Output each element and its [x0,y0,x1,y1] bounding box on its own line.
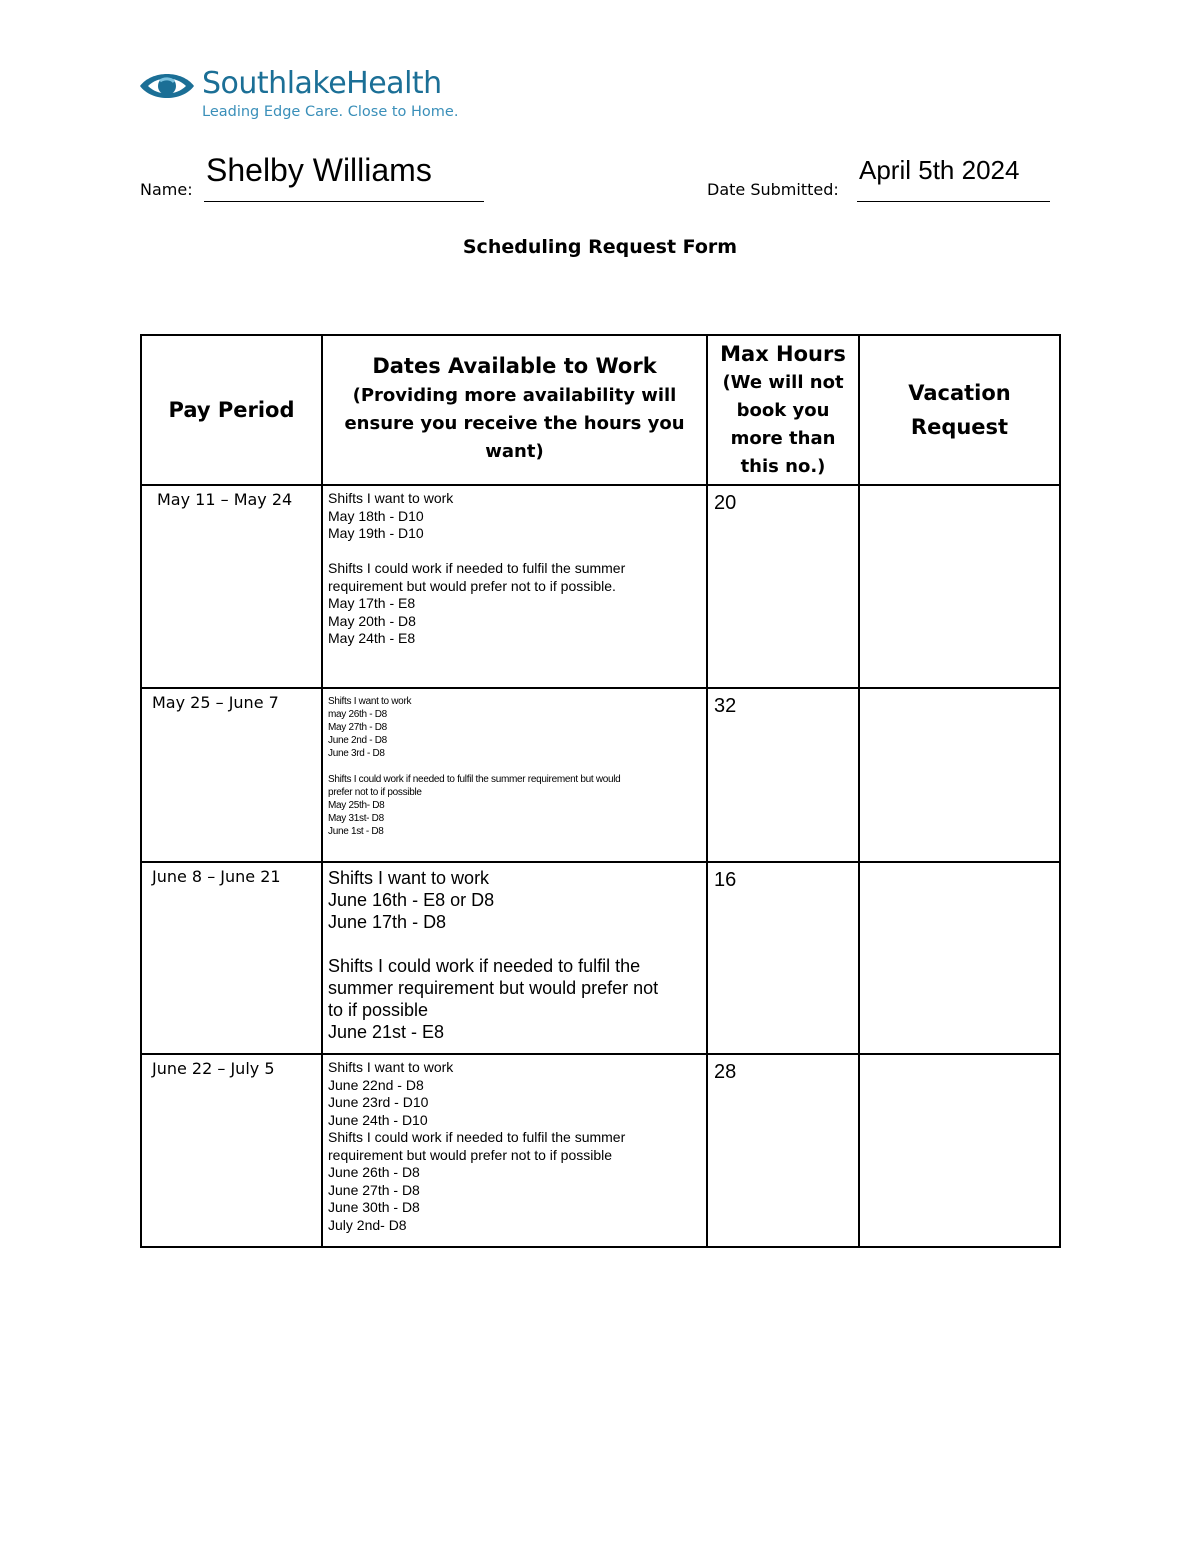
header-pay-period-label: Pay Period [168,398,295,422]
header-vacation-1: Vacation [908,381,1011,405]
dates-line: Shifts I could work if needed to fulfil the summer [328,1129,626,1145]
dates-line: to if possible [328,1000,429,1020]
dates-cell[interactable] [322,688,707,862]
max-hours-cell[interactable]: 16 [707,862,859,1054]
dates-line: June 23rd - D10 [328,1094,429,1110]
dates-line: June 24th - D10 [328,1111,428,1128]
header-max-main: Max Hours [720,342,846,366]
dates-line: May 17th - E8 [328,595,416,611]
table-row [141,862,1060,1054]
header-dates-note-3: want) [485,441,544,462]
dates-line: June 21st - E8 [328,1022,445,1042]
dates-line: Shifts I could work if needed to fulfil the summer requirement but would [328,774,621,785]
schedule-table [140,334,1061,1248]
eye-logo-icon [138,66,196,106]
dates-cell[interactable] [322,862,707,1054]
header-dates-note-2: ensure you receive the hours you [344,413,685,434]
dates-line: May 31st- D8 [328,813,384,824]
date-submitted-label: Date Submitted: [707,180,839,199]
dates-line: May 27th - D8 [328,722,387,733]
dates-line: summer requirement but would prefer not [328,978,659,998]
header-pay-period [141,335,322,485]
header-dates-note-1: (Providing more availability will [352,385,677,406]
dates-line: requirement but would prefer not to if possible. [328,577,616,594]
header-max-note-4: this no.) [740,456,826,477]
dates-line: Shifts I want to work [328,1059,454,1075]
dates-line: May 24th - E8 [328,630,416,646]
header-max-note-2: book you [736,400,830,421]
vacation-request-cell[interactable] [859,688,1060,862]
header-max-note-1: (We will not [722,372,844,393]
date-submitted-value[interactable]: April 5th 2024 [859,155,1020,185]
dates-line: June 2nd - D8 [328,735,387,746]
max-hours-cell[interactable]: 32 [707,688,859,862]
dates-line: June 22nd - D8 [328,1076,424,1093]
dates-line: July 2nd- D8 [328,1216,407,1233]
dates-gap [328,543,702,561]
dates-gap [328,933,702,955]
pay-period-cell: June 8 – June 21 [141,862,322,1054]
dates-cell[interactable] [322,1054,707,1247]
brand-name: SouthlakeHealth [202,66,442,101]
dates-line: June 16th - E8 or D8 [328,890,495,910]
dates-line: May 20th - D8 [328,612,416,629]
header-dates-available [322,335,707,485]
dates-line: June 26th - D8 [328,1164,420,1180]
dates-line: May 19th - D10 [328,525,424,541]
header-row [141,335,1060,485]
max-hours-cell[interactable]: 20 [707,485,859,688]
header-vacation-2: Request [910,415,1009,439]
dates-line: May 18th - D10 [328,507,424,524]
dates-cell[interactable] [322,485,707,688]
vacation-request-cell[interactable] [859,862,1060,1054]
brand-tagline: Leading Edge Care. Close to Home. [202,104,459,120]
pay-period-cell: May 11 – May 24 [141,485,322,688]
pay-period-cell: June 22 – July 5 [141,1054,322,1247]
table-row [141,1054,1060,1247]
dates-line: requirement but would prefer not to if possible [328,1146,613,1163]
header-dates-main: Dates Available to Work [372,354,657,378]
dates-line: Shifts I could work if needed to fulfil the [328,956,641,976]
date-underline [857,201,1050,202]
dates-line: June 17th - D8 [328,912,447,932]
name-value[interactable]: Shelby Williams [206,152,432,188]
dates-line: June 1st - D8 [328,826,384,837]
southlake-health-logo [138,66,468,126]
dates-line: May 25th- D8 [328,800,385,811]
dates-gap [328,760,702,773]
dates-line: Shifts I want to work [328,696,412,707]
dates-line: Shifts I could work if needed to fulfil the summer [328,560,626,576]
dates-line: Shifts I want to work [328,490,454,506]
dates-line: June 3rd - D8 [328,748,385,759]
table-row [141,688,1060,862]
table-row [141,485,1060,688]
dates-line: June 27th - D8 [328,1181,420,1198]
name-label: Name: [140,180,193,199]
header-vacation-request [859,335,1060,485]
dates-line: Shifts I want to work [328,868,490,888]
dates-line: June 30th - D8 [328,1199,420,1215]
dates-line: prefer not to if possible [328,787,422,798]
form-title: Scheduling Request Form [462,236,738,258]
pay-period-cell: May 25 – June 7 [141,688,322,862]
vacation-request-cell[interactable] [859,1054,1060,1247]
name-underline [204,201,484,202]
dates-line: may 26th - D8 [328,709,387,720]
header-max-hours [707,335,859,485]
vacation-request-cell[interactable] [859,485,1060,688]
max-hours-cell[interactable]: 28 [707,1054,859,1247]
header-max-note-3: more than [730,428,836,449]
